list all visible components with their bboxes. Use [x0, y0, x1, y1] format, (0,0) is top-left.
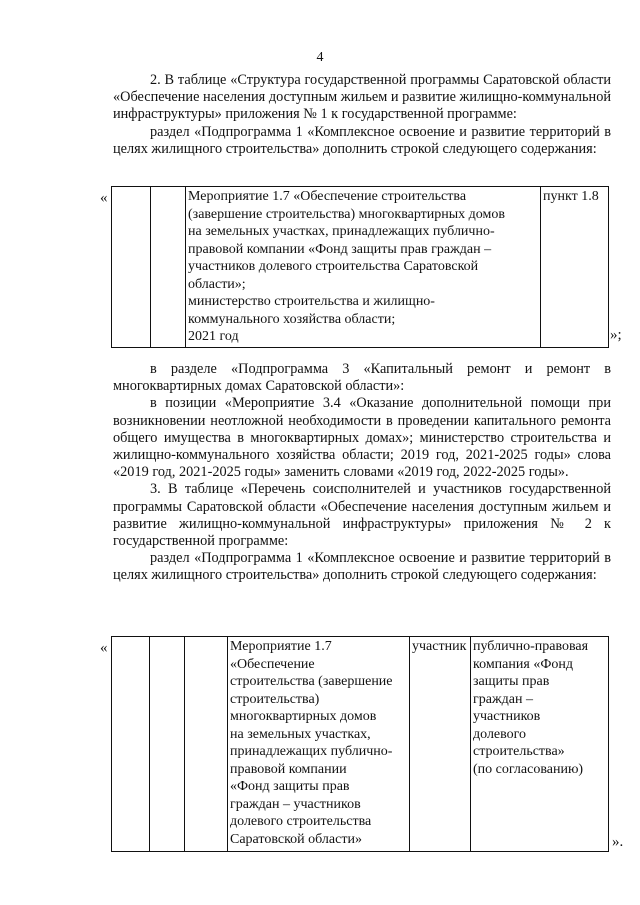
- table-2-close-quote: ».: [612, 834, 624, 850]
- paragraph-section-subprogram-1: раздел «Подпрограмма 1 «Комплексное освоение и развитие территорий в целях жилищного строительства» дополнить строкой следующего содержания:: [113, 123, 611, 157]
- table-2-measure-text: Мероприятие 1.7 «Обеспечение строительства (завершение строительства) многоквартирных домов на земельных участках, принадлежащих публично- правовой компании «Фонд защиты прав граждан – участников долевого строительства Саратовской области»: [230, 639, 393, 847]
- table-1-cell-empty-1: [112, 187, 151, 348]
- table-1-open-quote: «: [100, 190, 108, 206]
- section-2-text: [113, 361, 611, 585]
- table-2-measure-cell: [228, 637, 410, 852]
- structure-table-row: [111, 186, 609, 348]
- table-1-close-quote: »;: [610, 327, 622, 343]
- table-1-ref-text: пункт 1.8: [543, 189, 599, 204]
- paragraph-measure-3-4: в позиции «Мероприятие 3.4 «Оказание дополнительной помощи при возникновении неотложной необходимости в проведении капитального ремонта общего имущества в многоквартирных домах»; министерство строительства и жилищно-коммунального хозяйства области; 2019 год, 2021-2025 годы» слова «2019 год, 2021-2025 годы» заменить словами «2019 год, 2022-2025 годы».: [113, 395, 611, 481]
- table-1-measure-text: Мероприятие 1.7 «Обеспечение строительства (завершение строительства) многоквартирных домов на земельных участках, принадлежащих публично- правовой компании «Фонд защиты прав граждан – участников долевого строительства Саратовской области»; министерство строительства и жилищно- коммунального хозяйства области; 2021 год: [188, 189, 506, 344]
- table-1-measure-cell: [186, 187, 541, 348]
- table-2-open-quote: «: [100, 640, 108, 656]
- table-2-role-text: участник: [412, 639, 467, 654]
- table-2-entity-text: публично-правовая компания «Фонд защиты прав граждан – участников долевого строительства» (по согласованию): [473, 639, 589, 777]
- section-1-text: [113, 72, 611, 158]
- paragraph-section-subprogram-1-list: раздел «Подпрограмма 1 «Комплексное освоение и развитие территорий в целях жилищного строительства» дополнить строкой следующего содержания:: [113, 550, 611, 584]
- table-2-cell-empty-1: [112, 637, 150, 852]
- table-2-role-cell: [410, 637, 471, 852]
- table-1-ref-cell: [541, 187, 609, 348]
- page-number: 4: [316, 50, 324, 65]
- table-2-cell-empty-2: [150, 637, 185, 852]
- paragraph-subprogram-3: в разделе «Подпрограмма 3 «Капитальный ремонт и ремонт в многоквартирных домах Саратовской области»:: [113, 361, 611, 395]
- table-1-cell-empty-2: [151, 187, 186, 348]
- paragraph-2: 2. В таблице «Структура государственной программы Саратовской области «Обеспечение населения доступным жильем и развитие жилищно-коммунальной инфраструктуры» приложения № 1 к государственной программе:: [113, 72, 611, 123]
- table-2-entity-cell: [471, 637, 609, 852]
- table-2-cell-empty-3: [185, 637, 228, 852]
- participants-table-row: [111, 636, 609, 852]
- paragraph-3: 3. В таблице «Перечень соисполнителей и участников государственной программы Саратовской области «Обеспечение населения доступным жильем и развитие жилищно-коммунальной инфраструктуры» приложения № 2 к государственной программе:: [113, 481, 611, 550]
